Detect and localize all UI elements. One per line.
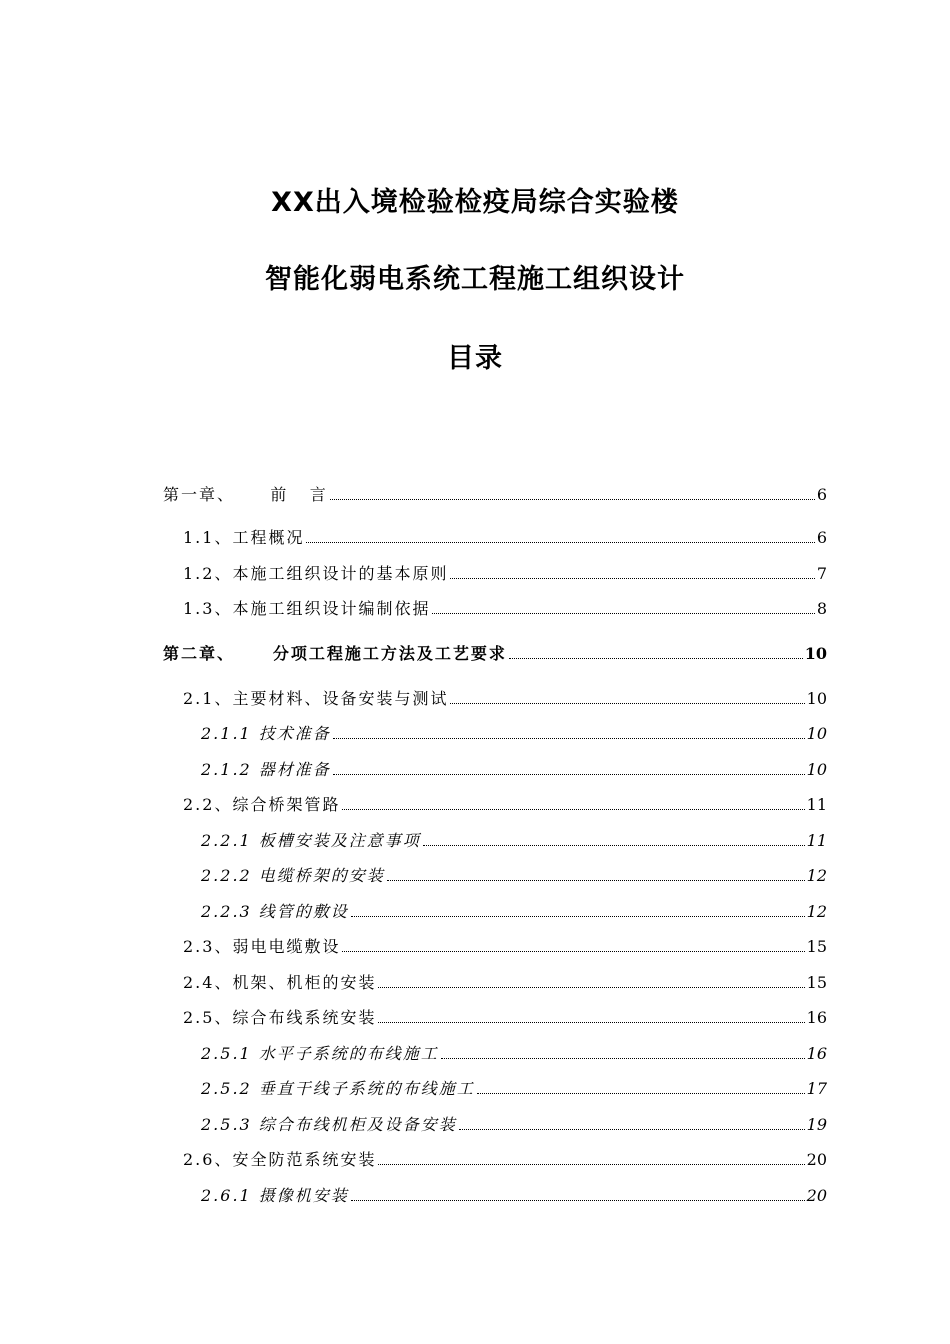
dot-leader: [450, 703, 804, 704]
toc-entry-label: 2.5.1 水平子系统的布线施工: [201, 1044, 439, 1063]
toc-entry-2-5-2[interactable]: [201, 1069, 827, 1099]
toc-entry-label: 2.2.3 线管的敷设: [201, 902, 349, 921]
toc-entry-1-3[interactable]: [183, 589, 827, 619]
toc-entry-label: 2.5、综合布线系统安装: [183, 1008, 377, 1027]
document-title: XX出入境检验检疫局综合实验楼: [271, 187, 679, 218]
document-subtitle: 智能化弱电系统工程施工组织设计: [265, 264, 685, 295]
toc-page-number: 11: [806, 831, 827, 850]
toc-page-number: 10: [806, 689, 827, 708]
dot-leader: [342, 951, 804, 952]
toc-entry-2-1-1[interactable]: [201, 714, 827, 744]
dot-leader: [351, 916, 805, 917]
toc-entry-2-1[interactable]: [183, 679, 827, 709]
dot-leader: [441, 1058, 805, 1059]
toc-entry-label: 2.2.1 板槽安装及注意事项: [201, 831, 421, 850]
toc-entry-label: 2.2、综合桥架管路: [183, 795, 341, 814]
toc-entry-chapter-2[interactable]: [163, 634, 827, 664]
toc-page-number: 15: [806, 937, 827, 956]
toc-entry-label: 1.1、工程概况: [183, 528, 305, 547]
toc-entry-label: 第一章、 前 言: [163, 485, 328, 504]
toc-heading: 目录: [447, 343, 503, 374]
toc-entry-2-6[interactable]: [183, 1140, 827, 1170]
toc-entry-chapter-1[interactable]: [163, 475, 827, 505]
toc-entry-label: 2.1、主要材料、设备安装与测试: [183, 689, 449, 708]
toc-entry-2-3[interactable]: [183, 927, 827, 957]
toc-entry-label: 2.4、机架、机柜的安装: [183, 973, 377, 992]
toc-entry-label: 2.5.2 垂直干线子系统的布线施工: [201, 1079, 475, 1098]
dot-leader: [333, 774, 805, 775]
toc-entry-2-1-2[interactable]: [201, 750, 827, 780]
toc-page-number: 19: [806, 1115, 827, 1134]
toc-entry-label: 2.1.1 技术准备: [201, 724, 331, 743]
toc-page-number: 20: [806, 1186, 827, 1205]
toc-page-number: 10: [806, 760, 827, 779]
toc-entry-2-2[interactable]: [183, 785, 827, 815]
toc-entry-label: 2.3、弱电电缆敷设: [183, 937, 341, 956]
dot-leader: [509, 658, 803, 659]
dot-leader: [378, 1022, 804, 1023]
toc-page-number: 15: [806, 973, 827, 992]
dot-leader: [450, 578, 814, 579]
toc-entry-2-2-3[interactable]: [201, 892, 827, 922]
toc-page-number: 20: [806, 1150, 827, 1169]
toc-page-number: 6: [816, 485, 827, 504]
dot-leader: [378, 1164, 804, 1165]
toc-entry-2-4[interactable]: [183, 963, 827, 993]
dot-leader: [342, 809, 804, 810]
toc-entry-2-2-2[interactable]: [201, 856, 827, 886]
toc-entry-2-2-1[interactable]: [201, 821, 827, 851]
toc-page-number: 10: [806, 724, 827, 743]
toc-entry-label: 1.2、本施工组织设计的基本原则: [183, 564, 449, 583]
toc-entry-2-5[interactable]: [183, 998, 827, 1028]
dot-leader: [477, 1093, 805, 1094]
dot-leader: [306, 542, 814, 543]
dot-leader: [387, 880, 805, 881]
dot-leader: [432, 613, 814, 614]
toc-page-number: 12: [806, 902, 827, 921]
dot-leader: [351, 1200, 805, 1201]
toc-entry-2-6-1[interactable]: [201, 1176, 827, 1206]
toc-entry-1-2[interactable]: [183, 554, 827, 584]
toc-entry-label: 1.3、本施工组织设计编制依据: [183, 599, 431, 618]
toc-page-number: 7: [816, 564, 827, 583]
dot-leader: [378, 987, 804, 988]
toc-entry-label: 2.5.3 综合布线机柜及设备安装: [201, 1115, 457, 1134]
toc-page-number: 16: [806, 1044, 827, 1063]
dot-leader: [459, 1129, 805, 1130]
toc-page-number: 12: [806, 866, 827, 885]
toc-entry-label: 2.6、安全防范系统安装: [183, 1150, 377, 1169]
toc-entry-label: 2.2.2 电缆桥架的安装: [201, 866, 385, 885]
dot-leader: [423, 845, 805, 846]
toc-entry-2-5-3[interactable]: [201, 1105, 827, 1135]
dot-leader: [330, 499, 815, 500]
toc-page-number: 17: [806, 1079, 827, 1098]
toc-page-number: 8: [816, 599, 827, 618]
toc-entry-2-5-1[interactable]: [201, 1034, 827, 1064]
toc-page-number: 16: [806, 1008, 827, 1027]
toc-entry-1-1[interactable]: [183, 518, 827, 548]
toc-entry-label: 第二章、 分项工程施工方法及工艺要求: [163, 644, 507, 663]
toc-page-number: 6: [816, 528, 827, 547]
toc-entry-label: 2.1.2 器材准备: [201, 760, 331, 779]
toc-page-number: 11: [806, 795, 827, 814]
toc-page-number: 10: [804, 644, 827, 663]
toc-entry-label: 2.6.1 摄像机安装: [201, 1186, 349, 1205]
dot-leader: [333, 738, 805, 739]
